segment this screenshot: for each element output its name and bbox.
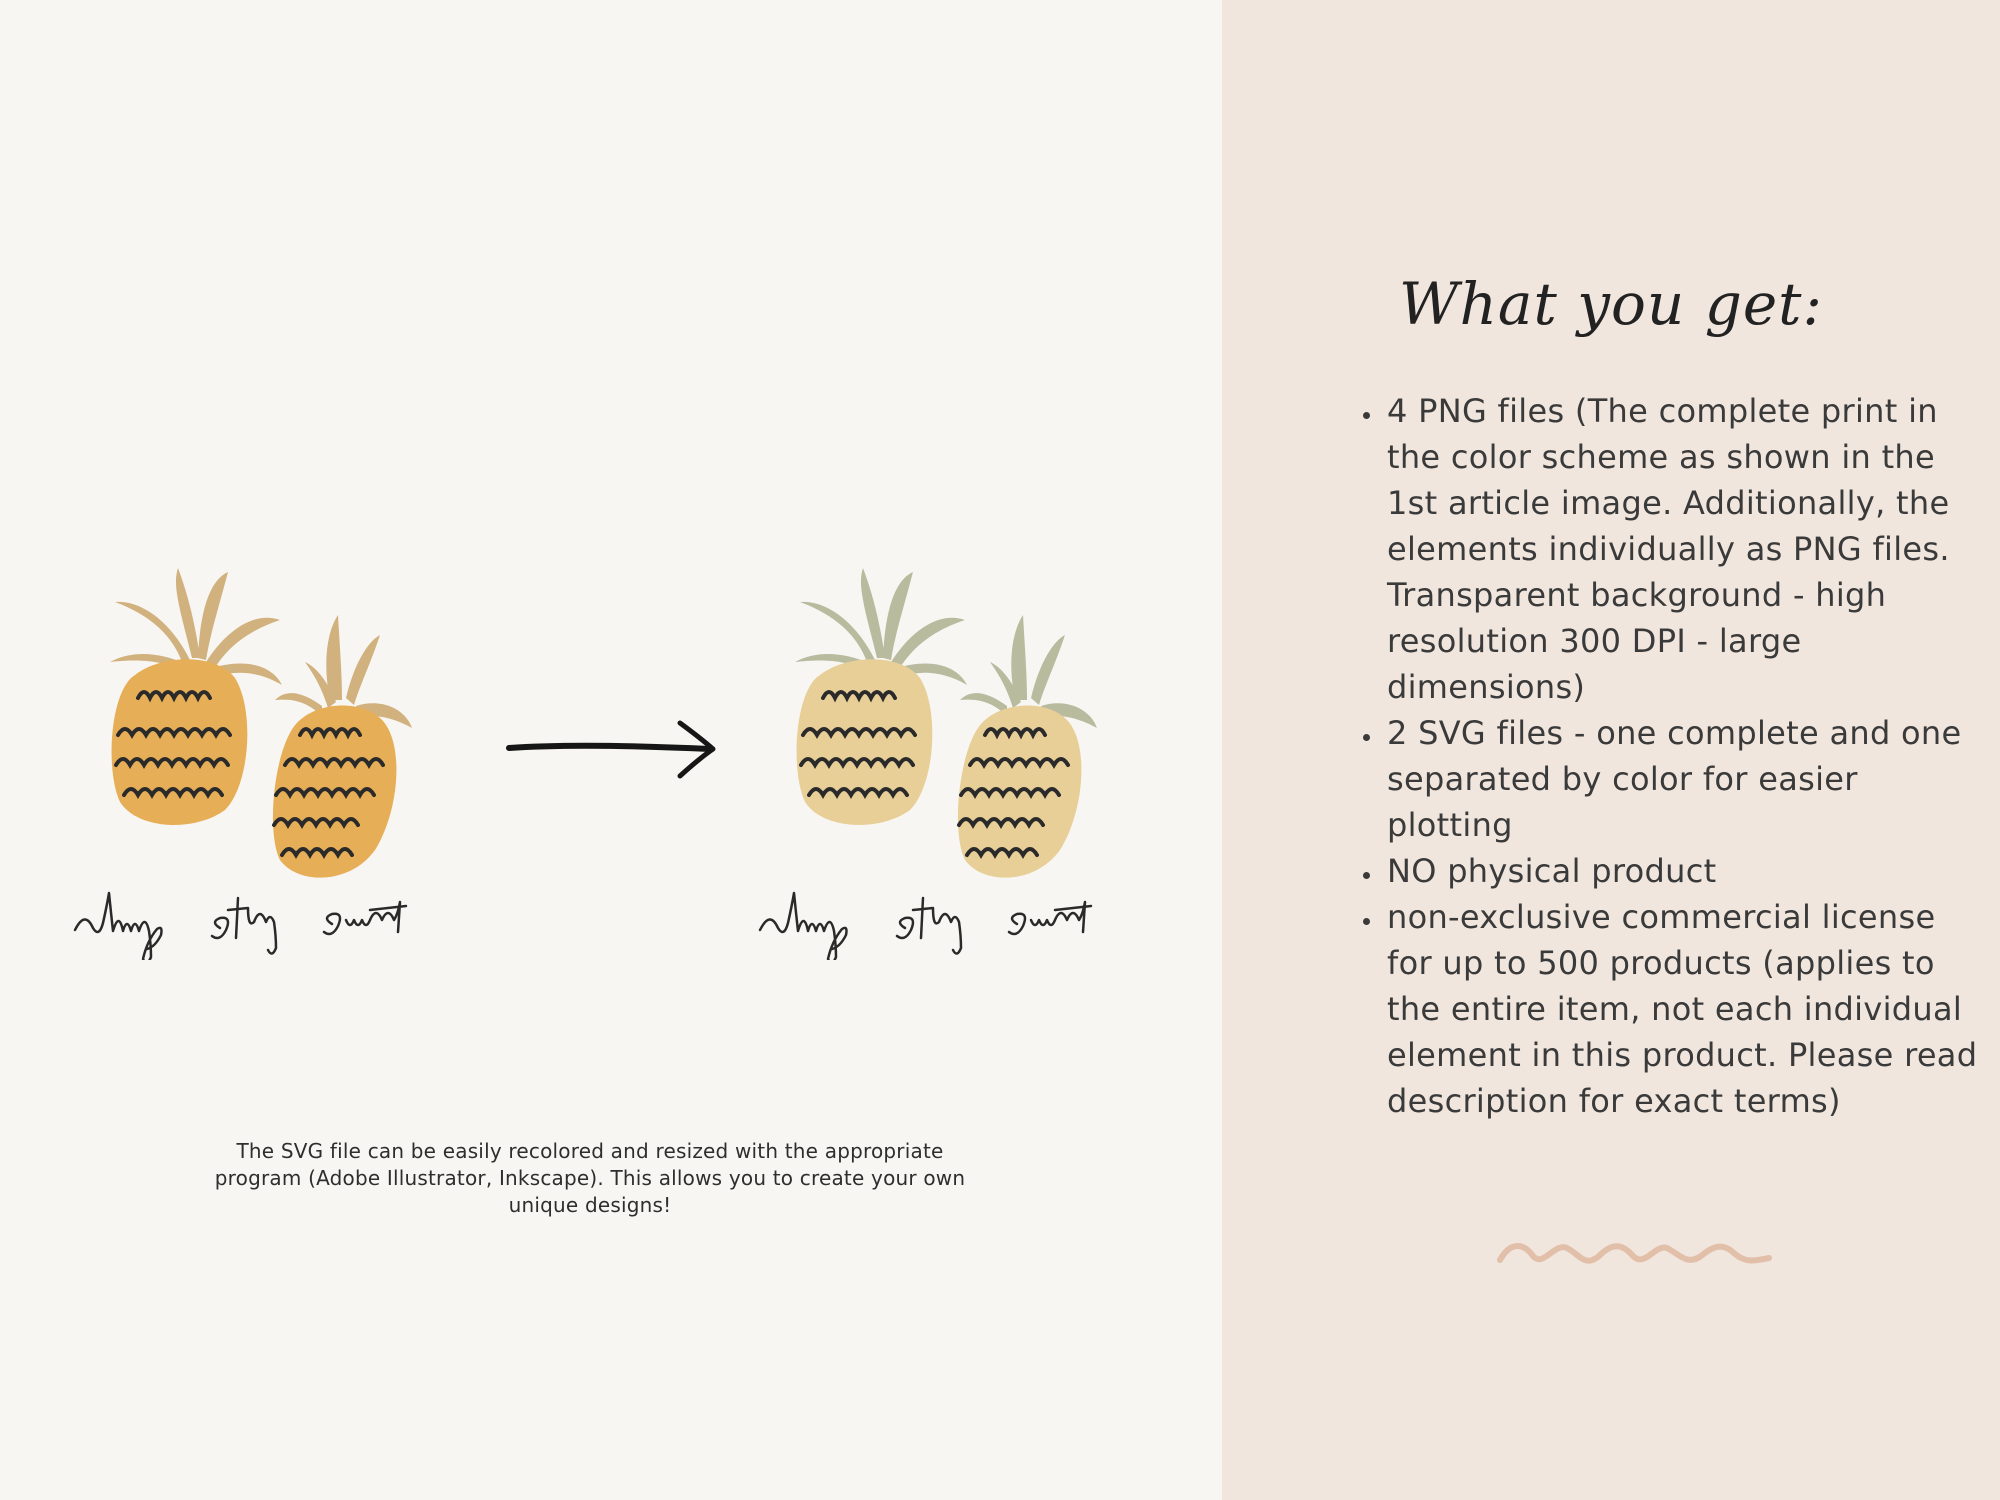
features-list xyxy=(1355,388,1984,1124)
always-stay-sweet-lettering xyxy=(70,880,460,960)
svg-recolor-caption: The SVG file can be easily recolored and resized with the appropriate program (Adobe Illustrator, Inkscape). This allows you to create your own unique designs! xyxy=(214,1139,966,1217)
always-stay-sweet-lettering xyxy=(755,880,1145,960)
feature-item-svg: • 2 SVG files - one complete and one separated by color for easier plotting xyxy=(1384,710,1984,848)
feature-item-png: • 4 PNG files (The complete print in the color scheme as shown in the 1st article image. Additionally, the elements individually as PNG files. Transparent background - high resolution 300 DPI - large dimensions) xyxy=(1384,388,1984,710)
feature-item-license: • non-exclusive commercial license for up to 500 products (applies to the entire item, not each individual element in this product. Please read description for exact terms) xyxy=(1384,894,1984,1124)
script-text-recolored xyxy=(755,880,1145,960)
what-you-get-heading: What you get: xyxy=(1398,270,1824,338)
script-text-original xyxy=(70,880,460,960)
wavy-line-icon xyxy=(1495,1232,1775,1276)
right-arrow-icon xyxy=(505,718,720,780)
feature-item-no-physical: • NO physical product xyxy=(1384,848,1984,894)
